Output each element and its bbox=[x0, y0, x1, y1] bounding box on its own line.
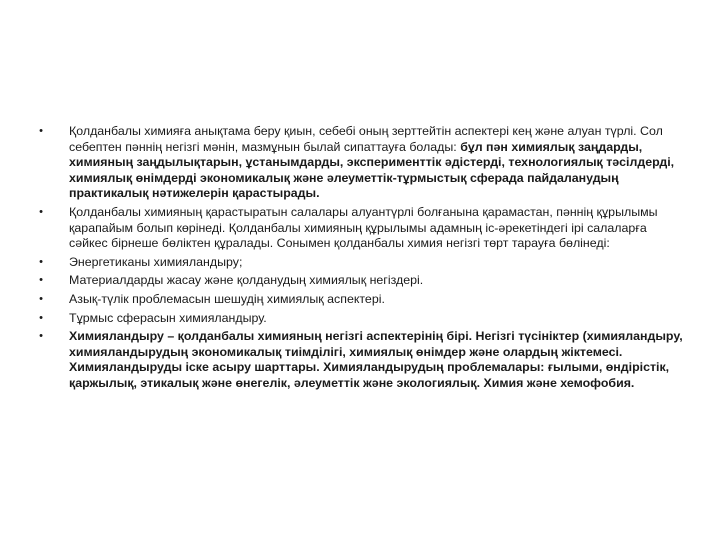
bullet-text bbox=[69, 205, 658, 250]
bullet-text bbox=[69, 255, 242, 269]
bullet-text bbox=[69, 311, 267, 325]
bullet-list bbox=[36, 124, 688, 395]
bullet-dot-icon: • bbox=[39, 274, 43, 287]
bullet-dot-icon: • bbox=[39, 255, 43, 268]
text-run: Қолданбалы химияға анықтама беру қиын, себебі оның зерттейтін аспектері кең және алуан түрлі. Сол себептен пәннің негізгі мәнін, мазмұнын былай сипаттауға болады: bbox=[69, 124, 663, 154]
text-run: Энергетиканы химияландыру; bbox=[69, 254, 243, 269]
bold-text-run: Химияландыру – қолданбалы химияның негізгі аспектерінің бірі. Негізгі түсініктер (химияландыру, химияландырудың экономикалық тиімділігі, химиялық өнімдер және олардың жіктемесі. Химияландыруды іске асыру шарттары. Химияландырудың проблемалары: ғылыми, өндірістік, қаржылық, этикалық және өнегелік, әлеуметтік және экологиялық. Химия және хемофобия. bbox=[69, 329, 683, 390]
bullet-item bbox=[36, 205, 688, 252]
bullet-item bbox=[36, 329, 688, 391]
bullet-dot-icon: • bbox=[39, 205, 43, 218]
bullet-text bbox=[69, 273, 423, 287]
bullet-item bbox=[36, 292, 688, 308]
text-run: Қолданбалы химияның қарастыратын салалары алуантүрлі болғанына қарамастан, пәннің құрылымы қарапайым болып көрінеді. Қолданбалы химияның құрылымы адамның іс-әрекетіндегі ірі салаларға сәйкес бірнеше бөліктен құралады. Сонымен қолданбалы химия негізгі төрт тарауға бөлінеді: bbox=[69, 204, 658, 251]
bullet-text bbox=[69, 292, 385, 306]
bullet-dot-icon: • bbox=[39, 330, 43, 343]
bullet-text bbox=[69, 124, 674, 200]
bullet-item bbox=[36, 124, 688, 202]
bullet-item bbox=[36, 255, 688, 271]
bullet-item bbox=[36, 273, 688, 289]
bullet-item bbox=[36, 311, 688, 327]
text-run: Материалдарды жасау және қолданудың химиялық негіздері. bbox=[69, 273, 424, 288]
bullet-dot-icon: • bbox=[39, 292, 43, 305]
bullet-dot-icon: • bbox=[39, 125, 43, 137]
text-run: Тұрмыс сферасын химияландыру. bbox=[69, 310, 267, 325]
bullet-text bbox=[69, 329, 683, 390]
bullet-dot-icon: • bbox=[39, 311, 43, 324]
bold-text-run: бұл пән химиялық заңдарды, химияның заңдылықтарын, ұстанымдарды, эксперименттік әдістерді, технологиялық тәсілдерді, химиялық өнімдерді экономикалық және әлеуметтік-тұрмыстық сферада пайдаланудың практикалық нәтижелерін қарастырады. bbox=[69, 139, 675, 201]
text-run: Азық-түлік проблемасын шешудің химиялық аспектері. bbox=[69, 291, 385, 306]
